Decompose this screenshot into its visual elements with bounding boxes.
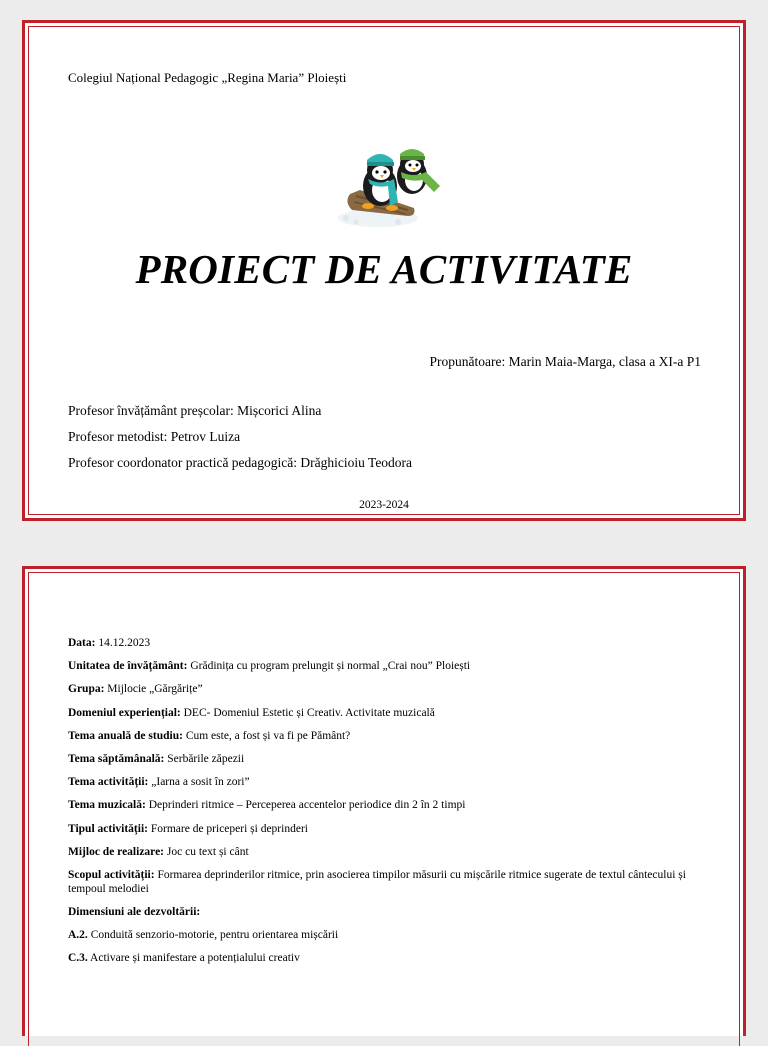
field-value: Deprinderi ritmice – Perceperea accentelor periodice din 2 în 2 timpi	[145, 799, 466, 812]
field-label: C.3.	[68, 952, 88, 965]
professor-methodist: Profesor metodist: Petrov Luiza	[68, 429, 241, 444]
school-name: Colegiul Național Pedagogic „Regina Maria” Ploiești	[68, 70, 347, 85]
field-label: Tema anuală de studiu:	[68, 729, 183, 742]
field-label: Tema săptămânală:	[68, 752, 165, 765]
field-dimension-c3	[68, 951, 708, 965]
field-label: Domeniul experiențial:	[68, 706, 181, 719]
field-value: Grădinița cu program prelungit și normal „Crai nou” Ploiești	[187, 660, 471, 673]
field-weekly-theme	[68, 752, 708, 766]
document-title: PROIECT DE ACTIVITATE	[135, 246, 633, 292]
field-value: Joc cu text și cânt	[164, 845, 249, 858]
field-label: A.2.	[68, 929, 88, 942]
field-value: Activare și manifestare a potențialului creativ	[87, 952, 300, 965]
field-label: Scopul activității:	[68, 868, 155, 881]
field-value: 14.12.2023	[95, 637, 151, 649]
field-label: Tema activității:	[68, 776, 149, 789]
field-label: Tema muzicală:	[68, 799, 146, 812]
field-means	[68, 845, 708, 859]
school-year: 2023-2024	[359, 499, 409, 511]
field-group	[68, 682, 708, 696]
field-dimension-a2	[68, 928, 708, 942]
field-value: „Iarna a sosit în zori”	[148, 776, 250, 789]
field-value: Cum este, a fost și va fi pe Pământ?	[182, 729, 351, 742]
professor-preschool: Profesor învățământ preșcolar: Mișcorici Alina	[68, 403, 322, 418]
field-value: Formare de priceperi și deprinderi	[147, 822, 308, 835]
penguins-on-sled-icon	[328, 136, 458, 231]
field-label: Mijloc de realizare:	[68, 845, 165, 858]
field-label: Dimensiuni ale dezvoltării:	[68, 906, 201, 919]
proposer-line: Propunătoare: Marin Maia-Marga, clasa a XI-a P1	[429, 354, 701, 369]
field-annual-theme	[68, 729, 708, 743]
field-label: Grupa:	[68, 683, 105, 696]
field-development-dimensions	[68, 905, 708, 919]
field-date	[68, 636, 708, 650]
field-activity-type	[68, 822, 708, 836]
field-activity-purpose	[68, 868, 708, 896]
field-musical-theme	[68, 798, 708, 812]
professor-coordinator: Profesor coordonator practică pedagogică: Drăghicioiu Teodora	[68, 455, 413, 470]
document-page-details	[22, 566, 746, 1036]
field-school-unit	[68, 659, 708, 673]
field-value: DEC- Domeniul Estetic și Creativ. Activitate muzicală	[180, 706, 435, 719]
field-value: Conduită senzorio-motorie, pentru orientarea mișcării	[87, 929, 339, 942]
field-activity-theme	[68, 775, 708, 789]
field-value: Serbările zăpezii	[164, 752, 245, 765]
field-experiential-domain	[68, 706, 708, 720]
field-label: Data:	[68, 637, 96, 649]
activity-details	[68, 636, 708, 975]
field-value: Mijlocie „Gărgărițe”	[104, 683, 203, 696]
field-label: Tipul activității:	[68, 822, 148, 835]
document-page-cover	[22, 20, 746, 521]
field-value: Formarea deprinderilor ritmice, prin asocierea timpilor măsurii cu mișcările ritmice sugerate de textul cântecului și tempoul melodiei	[68, 868, 686, 895]
field-label: Unitatea de învățământ:	[68, 660, 188, 673]
